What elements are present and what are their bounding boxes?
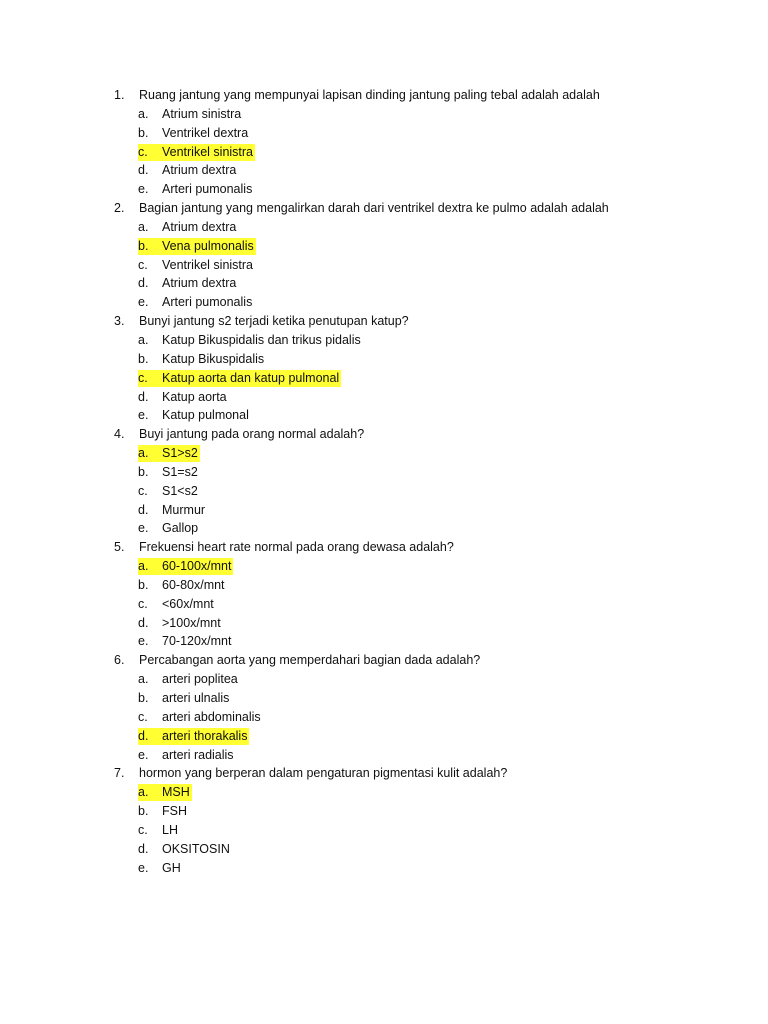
- option-text: Atrium sinistra: [162, 106, 242, 121]
- option-letter: d.: [138, 276, 149, 291]
- question-row: [0, 86, 768, 105]
- option-letter: b.: [138, 804, 149, 819]
- question-text: Percabangan aorta yang memperdahari bagian dada adalah?: [139, 653, 481, 668]
- option-text: 70-120x/mnt: [162, 634, 232, 649]
- option-text: Vena pulmonalis: [162, 238, 254, 253]
- option-letter: e.: [138, 182, 149, 197]
- option-letter: e.: [138, 860, 149, 875]
- answer-option-highlighted: [0, 444, 768, 463]
- option-letter: e.: [138, 521, 149, 536]
- option-letter: a.: [138, 219, 149, 234]
- option-text: Katup aorta dan katup pulmonal: [162, 370, 340, 385]
- option-text: S1=s2: [162, 464, 198, 479]
- answer-option: [0, 331, 768, 350]
- option-text: arteri poplitea: [162, 672, 238, 687]
- question-number: 7.: [114, 766, 125, 781]
- answer-option: [0, 802, 768, 821]
- option-text: Atrium dextra: [162, 276, 237, 291]
- option-letter: a.: [138, 106, 149, 121]
- answer-option-highlighted: [0, 237, 768, 256]
- option-text: S1>s2: [162, 446, 198, 461]
- answer-option: [0, 218, 768, 237]
- option-letter: b.: [138, 464, 149, 479]
- answer-option: [0, 614, 768, 633]
- answer-option-highlighted: [0, 783, 768, 802]
- answer-option: [0, 105, 768, 124]
- answer-option: [0, 519, 768, 538]
- answer-option: [0, 180, 768, 199]
- option-letter: a.: [138, 446, 149, 461]
- option-text: <60x/mnt: [162, 596, 214, 611]
- option-letter: c.: [138, 709, 148, 724]
- option-text: Arteri pumonalis: [162, 182, 253, 197]
- answer-option: [0, 746, 768, 765]
- option-text: OKSITOSIN: [162, 841, 230, 856]
- question-row: [0, 651, 768, 670]
- option-text: Arteri pumonalis: [162, 295, 253, 310]
- option-text: Gallop: [162, 521, 199, 536]
- answer-option: [0, 576, 768, 595]
- question-number: 5.: [114, 540, 125, 555]
- option-letter: c.: [138, 822, 148, 837]
- option-letter: d.: [138, 502, 149, 517]
- question-row: [0, 312, 768, 331]
- option-letter: d.: [138, 728, 149, 743]
- answer-option-highlighted: [0, 369, 768, 388]
- question-number: 1.: [114, 88, 125, 102]
- option-text: Atrium dextra: [162, 163, 237, 178]
- option-letter: d.: [138, 163, 149, 178]
- answer-option: [0, 274, 768, 293]
- option-letter: a.: [138, 672, 149, 687]
- option-letter: e.: [138, 747, 149, 762]
- question-row: [0, 199, 768, 218]
- answer-option: [0, 350, 768, 369]
- answer-option: [0, 293, 768, 312]
- option-text: Ventrikel sinistra: [162, 257, 254, 272]
- answer-option: [0, 595, 768, 614]
- option-text: Katup Bikuspidalis dan trikus pidalis: [162, 332, 361, 347]
- answer-option-highlighted: [0, 557, 768, 576]
- option-text: arteri radialis: [162, 747, 234, 762]
- option-text: LH: [162, 822, 178, 837]
- option-letter: b.: [138, 691, 149, 705]
- question-row: [0, 538, 768, 557]
- option-letter: e.: [138, 634, 149, 649]
- option-letter: c.: [138, 596, 148, 611]
- answer-option: [0, 388, 768, 407]
- answer-option: [0, 482, 768, 501]
- option-text: Ventrikel sinistra: [162, 144, 254, 159]
- option-letter: d.: [138, 389, 149, 404]
- answer-option: [0, 161, 768, 180]
- option-letter: a.: [138, 785, 149, 800]
- option-letter: d.: [138, 615, 149, 630]
- option-letter: b.: [138, 125, 149, 140]
- answer-option: [0, 124, 768, 143]
- option-text: 60-100x/mnt: [162, 559, 232, 574]
- question-row: [0, 425, 768, 444]
- option-text: GH: [162, 860, 181, 875]
- option-letter: e.: [138, 408, 149, 423]
- option-letter: c.: [138, 483, 148, 498]
- option-letter: a.: [138, 332, 149, 347]
- option-text: FSH: [162, 804, 187, 819]
- question-text: Ruang jantung yang mempunyai lapisan dinding jantung paling tebal adalah adalah: [139, 88, 600, 102]
- answer-option-highlighted: [0, 143, 768, 162]
- question-text: Buyi jantung pada orang normal adalah?: [139, 427, 365, 442]
- option-text: S1<s2: [162, 483, 198, 498]
- option-letter: b.: [138, 577, 149, 592]
- option-text: Katup Bikuspidalis: [162, 351, 265, 366]
- option-letter: b.: [138, 351, 149, 366]
- option-text: 60-80x/mnt: [162, 577, 225, 592]
- question-number: 4.: [114, 427, 125, 442]
- question-text: hormon yang berperan dalam pengaturan pigmentasi kulit adalah?: [139, 766, 508, 781]
- option-text: arteri ulnalis: [162, 691, 230, 705]
- option-text: Atrium dextra: [162, 219, 237, 234]
- answer-option: [0, 840, 768, 859]
- option-text: Ventrikel dextra: [162, 125, 249, 140]
- option-text: Murmur: [162, 502, 206, 517]
- option-text: >100x/mnt: [162, 615, 221, 630]
- answer-option: [0, 708, 768, 727]
- option-letter: c.: [138, 144, 148, 159]
- option-text: Katup pulmonal: [162, 408, 249, 423]
- option-text: arteri thorakalis: [162, 728, 248, 743]
- answer-option: [0, 821, 768, 840]
- answer-option: [0, 406, 768, 425]
- question-number: 2.: [114, 201, 125, 216]
- answer-option: [0, 463, 768, 482]
- answer-option: [0, 859, 768, 878]
- answer-option: [0, 670, 768, 689]
- option-letter: b.: [138, 238, 149, 253]
- question-text: Frekuensi heart rate normal pada orang dewasa adalah?: [139, 540, 454, 555]
- answer-option: [0, 632, 768, 651]
- quiz-list: [0, 86, 768, 877]
- answer-option-highlighted: [0, 727, 768, 746]
- question-number: 3.: [114, 314, 125, 329]
- option-letter: e.: [138, 295, 149, 310]
- option-letter: a.: [138, 559, 149, 574]
- question-number: 6.: [114, 653, 125, 668]
- option-letter: c.: [138, 257, 148, 272]
- question-row: [0, 764, 768, 783]
- option-text: arteri abdominalis: [162, 709, 261, 724]
- answer-option: [0, 689, 768, 708]
- option-text: Katup aorta: [162, 389, 227, 404]
- option-text: MSH: [162, 785, 190, 800]
- answer-option: [0, 256, 768, 275]
- answer-option: [0, 501, 768, 520]
- option-letter: d.: [138, 841, 149, 856]
- question-text: Bunyi jantung s2 terjadi ketika penutupan katup?: [139, 314, 409, 329]
- option-letter: c.: [138, 370, 148, 385]
- question-text: Bagian jantung yang mengalirkan darah dari ventrikel dextra ke pulmo adalah adalah: [139, 201, 609, 216]
